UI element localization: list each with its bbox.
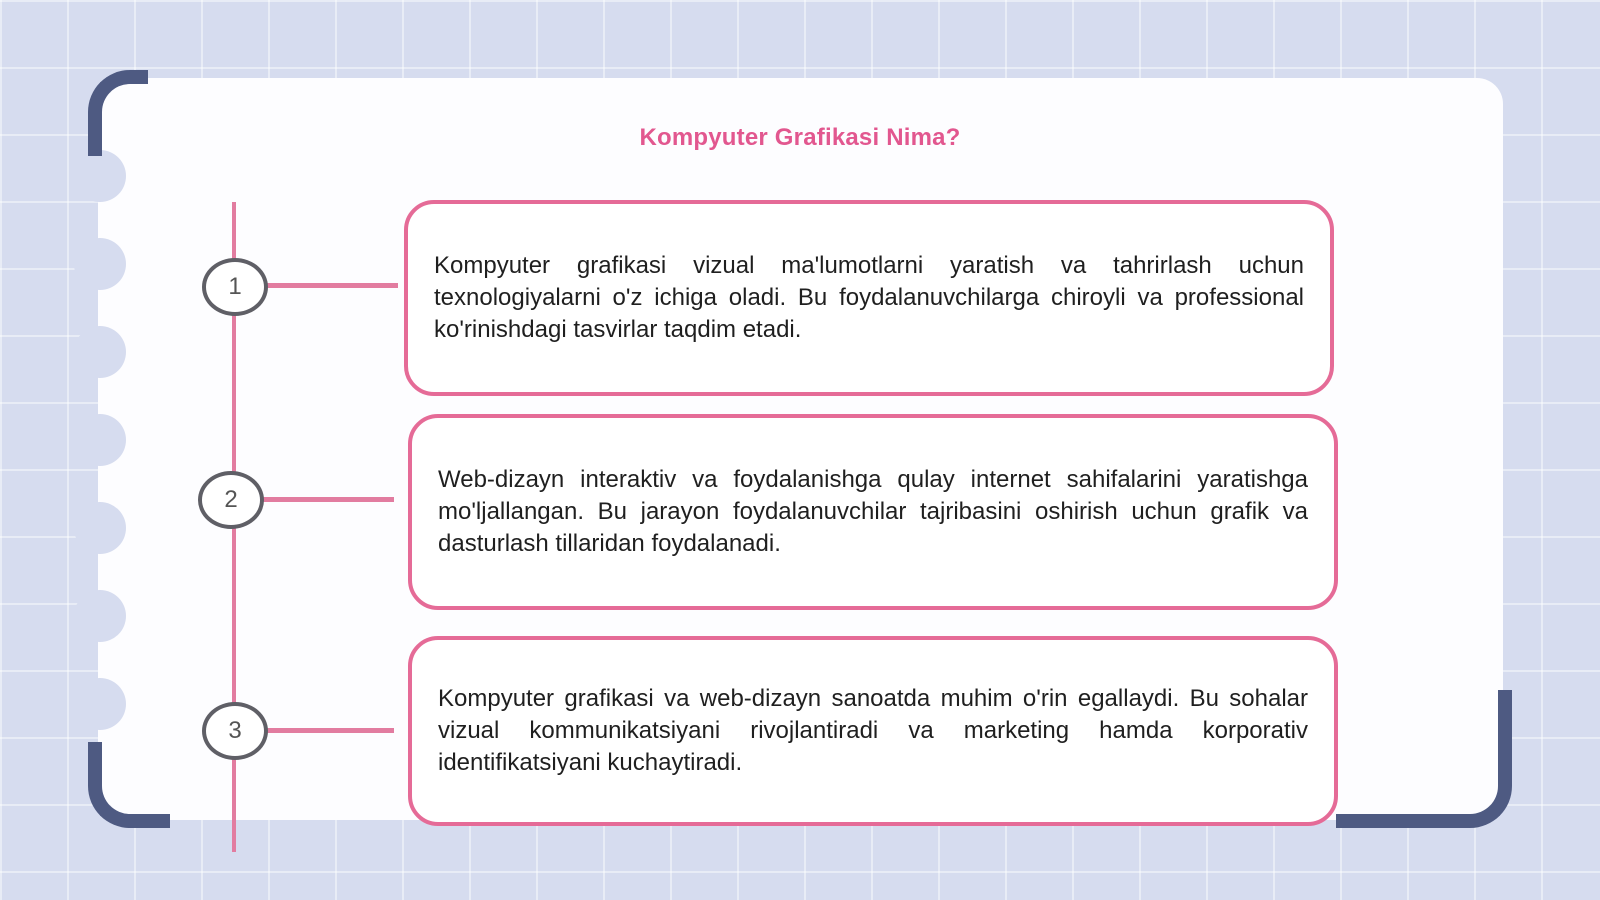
slide-title: Kompyuter Grafikasi Nima? xyxy=(639,124,961,151)
card-scallop xyxy=(74,502,126,554)
timeline-connector xyxy=(264,728,394,733)
step-number-badge: 3 xyxy=(202,702,268,760)
frame-corner-top-left xyxy=(88,70,148,156)
card-scallop xyxy=(74,238,126,290)
timeline-connector xyxy=(264,283,398,288)
frame-corner-bottom-left xyxy=(88,742,170,828)
step-description: Kompyuter grafikasi va web-dizayn sanoatda muhim o'rin egallaydi. Bu sohalar vizual kommunikatsiyani rivojlantiradi va marketing hamda korporativ identifikatsiyani kuchaytiradi. xyxy=(438,685,1308,776)
step-number-badge: 1 xyxy=(202,258,268,316)
card-scallop xyxy=(74,414,126,466)
step-card xyxy=(404,200,1334,396)
step-description: Web-dizayn interaktiv va foydalanishga qulay internet sahifalarini yaratishga mo'ljallangan. Bu jarayon foydalanuvchilar tajribasini oshirish uchun grafik va dasturlash tillaridan foydalanadi. xyxy=(438,466,1308,557)
step-description: Kompyuter grafikasi vizual ma'lumotlarni yaratish va tahrirlash uchun texnologiyalarni o'z ichiga oladi. Bu foydalanuvchilarga chiroyli va professional ko'rinishdagi tasvirlar taqdim etadi. xyxy=(434,252,1304,343)
step-number-badge: 2 xyxy=(198,471,264,529)
frame-corner-bottom-right xyxy=(1336,690,1512,828)
card-scallop xyxy=(74,590,126,642)
timeline-connector xyxy=(262,497,394,502)
card-scallop xyxy=(74,678,126,730)
step-card xyxy=(408,414,1338,610)
card-scallop xyxy=(74,150,126,202)
step-card xyxy=(408,636,1338,826)
card-scallop xyxy=(74,326,126,378)
